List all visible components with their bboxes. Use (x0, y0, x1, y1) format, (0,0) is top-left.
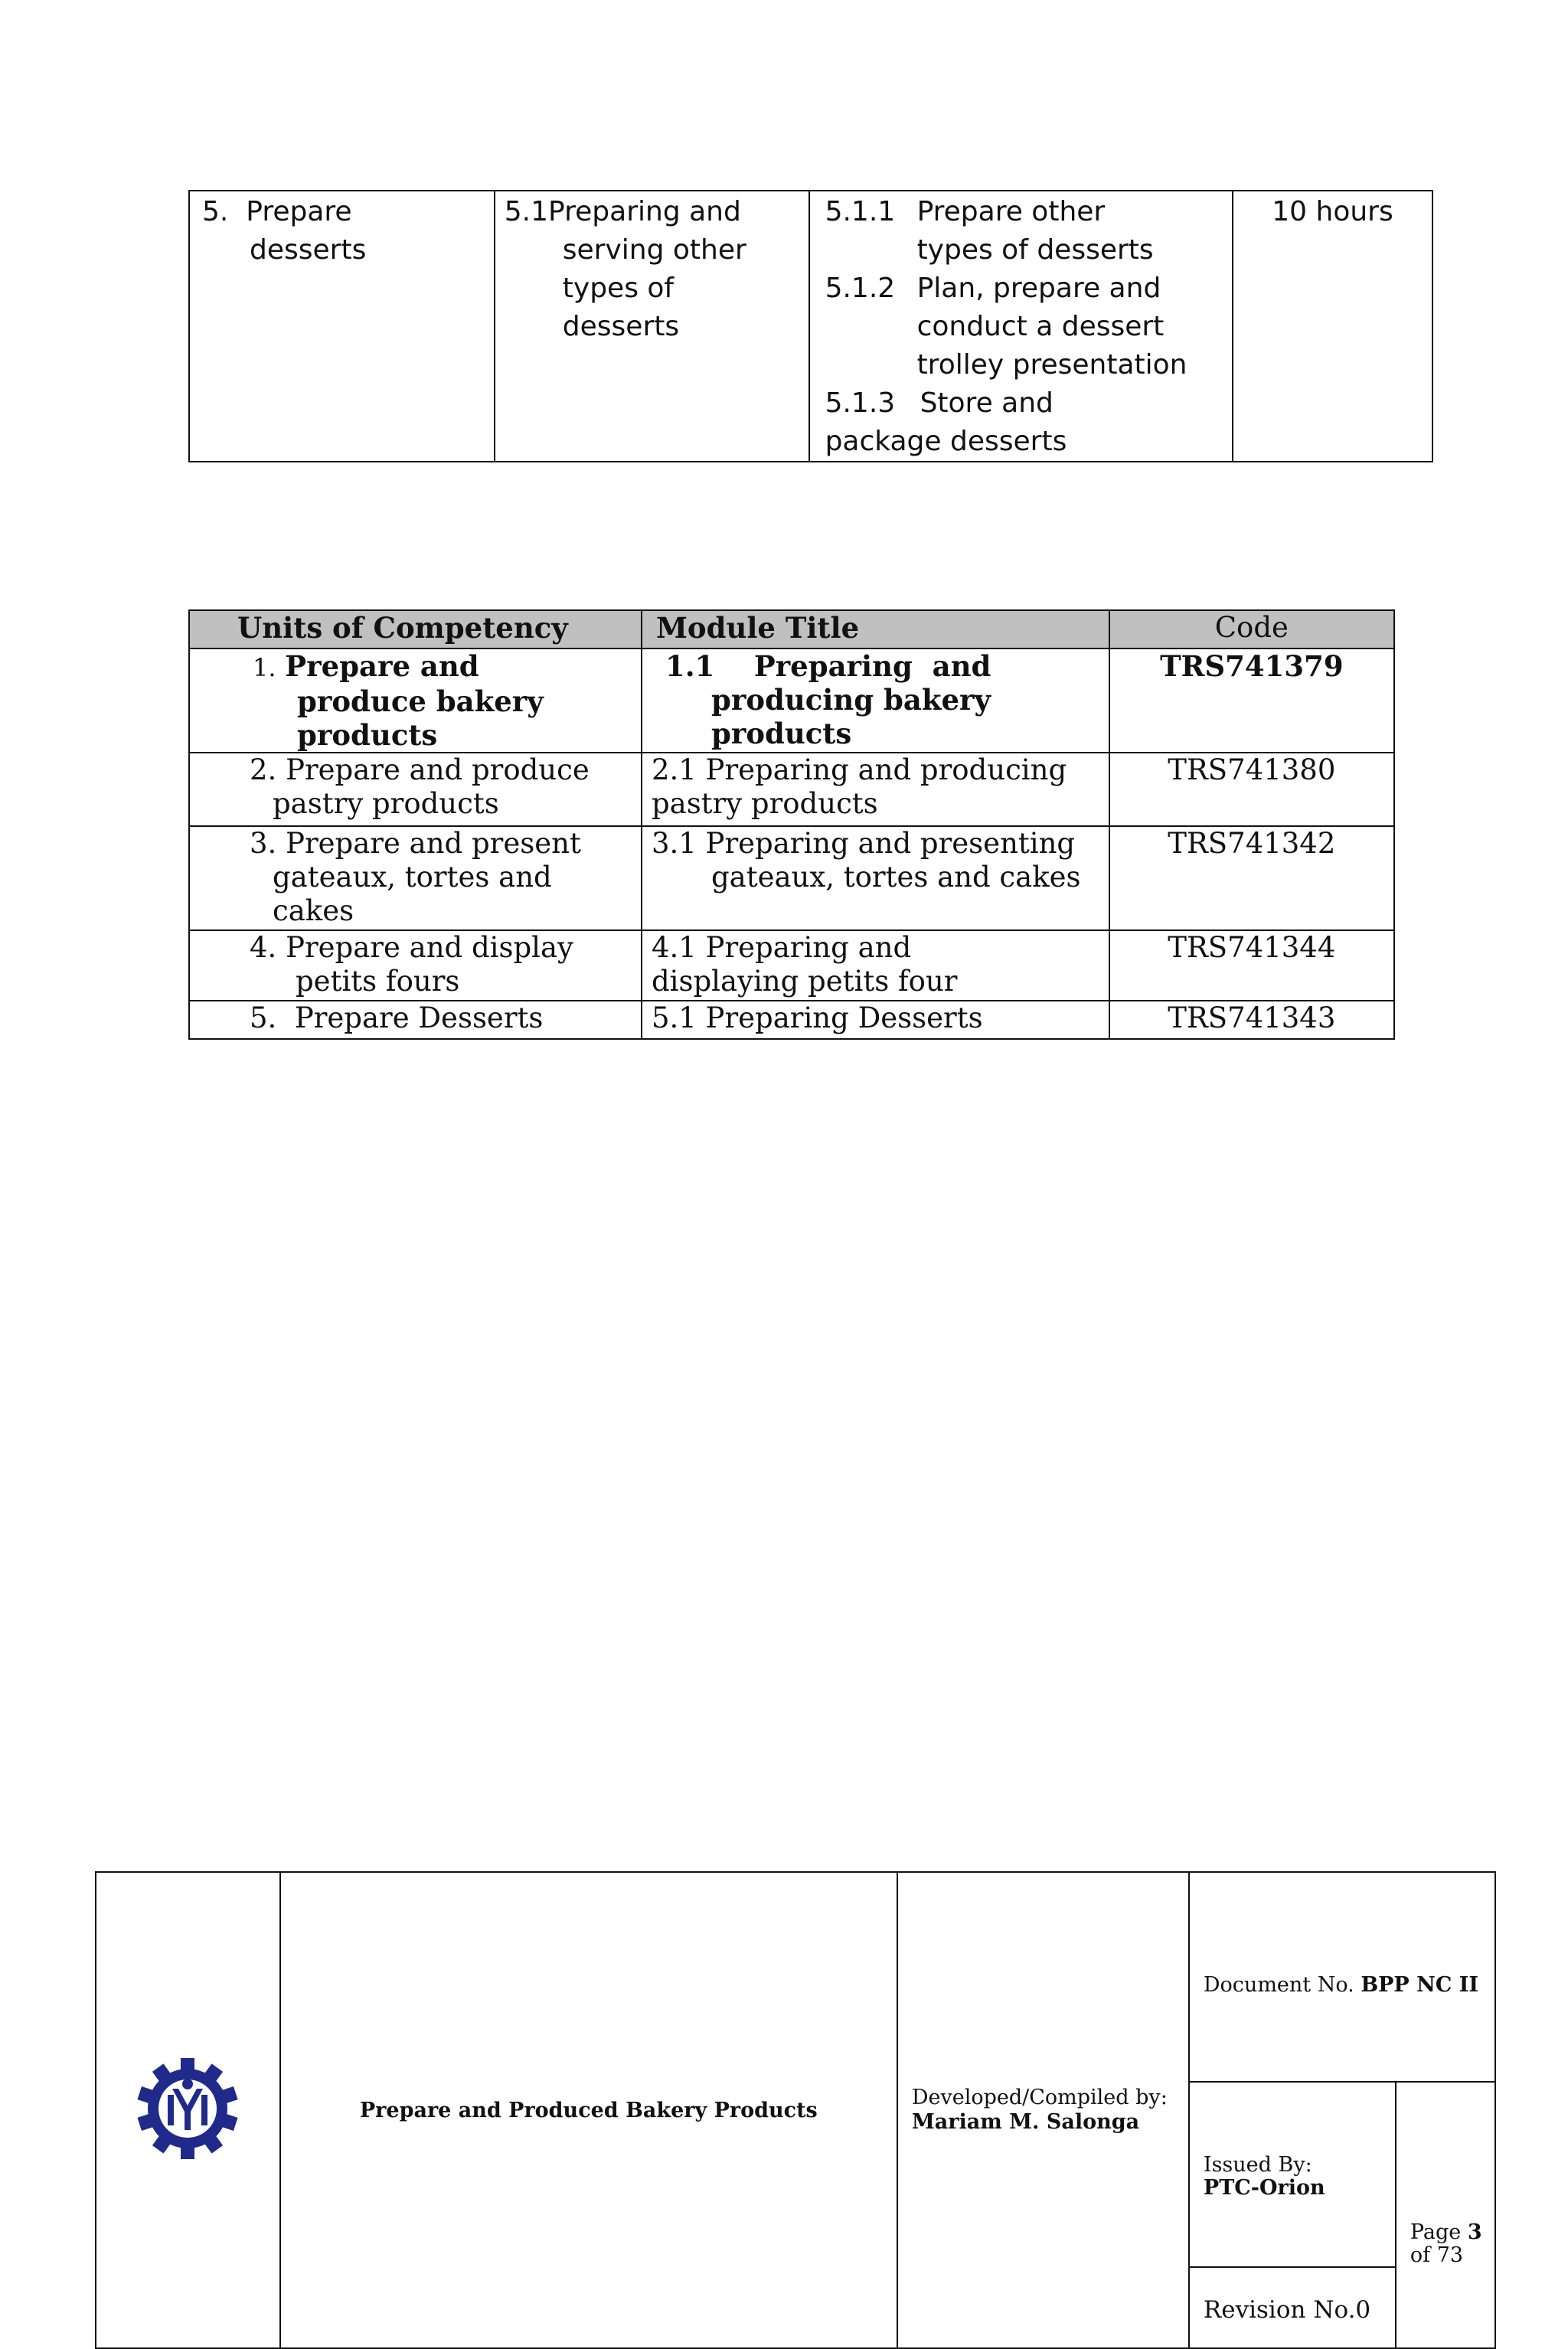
document-number (1190, 1873, 1494, 2082)
outcome-number: 5.1 (504, 196, 549, 227)
module-line: 5.1 Preparing Desserts (651, 1001, 983, 1034)
module-line: products (710, 717, 852, 750)
content-line: Store and (920, 387, 1054, 419)
module-line: 2.1 Preparing and producing (651, 753, 1067, 786)
unit-line: cakes (273, 894, 354, 927)
module-line: producing bakery (710, 683, 991, 717)
unit-line: gateaux, tortes and (273, 861, 552, 894)
outcome-line: Preparing and (548, 196, 741, 227)
code-cell: TRS741344 (1109, 930, 1394, 1001)
document-info-cell (1189, 1872, 1495, 2348)
table-row (189, 649, 1394, 753)
table-row (189, 930, 1394, 1001)
code-cell: TRS741380 (1109, 753, 1394, 826)
gear-logo-icon (134, 2055, 241, 2162)
module-cell (642, 649, 1109, 753)
unit-line: produce bakery (297, 684, 544, 718)
content-line: Plan, prepare and (916, 273, 1161, 304)
issued-label: Issued By: (1203, 2153, 1312, 2177)
developer-name: Mariam M. Salonga (911, 2110, 1140, 2134)
table-row (189, 1001, 1394, 1039)
content-line: Prepare other (916, 196, 1106, 227)
unit-line: products (297, 718, 438, 752)
module-number: 1.1 (665, 649, 715, 683)
unit-cell (189, 826, 642, 930)
issuer-name: PTC-Orion (1203, 2176, 1325, 2200)
developer-cell (897, 1872, 1189, 2348)
table-row (189, 753, 1394, 826)
dessert-curriculum-table (188, 190, 1433, 462)
content-number: 5.1.3 (825, 387, 896, 419)
content-line: package desserts (825, 426, 1067, 457)
unit-cell (189, 649, 642, 753)
column-header: Units of Competency (189, 610, 642, 649)
column-header: Module Title (642, 610, 1109, 649)
unit-line: 3. Prepare and present (250, 827, 581, 860)
issued-by (1190, 2082, 1396, 2267)
page-current: 3 (1467, 2220, 1482, 2244)
unit-line: 5. Prepare Desserts (250, 1001, 544, 1034)
unit-cell (189, 930, 642, 1001)
module-cell (642, 930, 1109, 1001)
unit-line: 2. Prepare and produce (250, 753, 590, 786)
module-line: displaying petits four (651, 965, 958, 998)
unit-label: Prepare (246, 196, 352, 227)
content-line: conduct a dessert (916, 311, 1165, 342)
module-cell (642, 826, 1109, 930)
logo-cell (96, 1872, 280, 2348)
table-row (189, 826, 1394, 930)
unit-number: 1. (253, 653, 276, 682)
unit-cell (189, 1001, 642, 1039)
unit-number: 5. (202, 196, 229, 227)
contents-cell (809, 191, 1233, 462)
module-line: pastry products (651, 787, 878, 820)
module-line: gateaux, tortes and cakes (710, 861, 1081, 894)
document-footer (95, 1871, 1496, 2349)
module-cell (642, 753, 1109, 826)
unit-line: petits fours (296, 965, 460, 998)
outcome-line: desserts (562, 311, 680, 342)
module-table (188, 609, 1395, 1040)
unit-cell (189, 191, 495, 462)
code-cell: TRS741379 (1109, 649, 1394, 753)
code-cell: TRS741342 (1109, 826, 1394, 930)
document-number-label: Document No. (1203, 1973, 1354, 1997)
developed-label: Developed/Compiled by: (911, 2086, 1168, 2109)
module-cell (642, 1001, 1109, 1039)
learning-outcome-cell (495, 191, 809, 462)
content-line: types of desserts (916, 234, 1154, 266)
document-info-table (1190, 1873, 1494, 2347)
document-number-value: BPP NC II (1361, 1973, 1478, 1997)
unit-line: 4. Prepare and display (250, 931, 573, 964)
code-cell: TRS741343 (1109, 1001, 1394, 1039)
content-number: 5.1.1 (825, 196, 896, 227)
unit-label: desserts (250, 234, 367, 266)
column-header: Code (1109, 610, 1394, 649)
outcome-line: serving other (562, 234, 746, 266)
outcome-line: types of (562, 273, 675, 304)
hours-cell (1233, 191, 1432, 462)
module-line: 4.1 Preparing and (651, 931, 912, 964)
module-line: 3.1 Preparing and presenting (651, 827, 1076, 860)
revision-number: Revision No.0 (1190, 2267, 1396, 2347)
page-total: of 73 (1410, 2243, 1464, 2267)
unit-line: Prepare and (285, 649, 479, 683)
document-title: Prepare and Produced Bakery Products (280, 1872, 897, 2348)
content-number: 5.1.2 (825, 273, 896, 304)
unit-line: pastry products (273, 787, 499, 820)
page-number (1396, 2082, 1494, 2347)
module-line: Preparing and (753, 649, 991, 683)
table-row (189, 191, 1432, 462)
page-label: Page (1410, 2220, 1462, 2244)
footer-row (96, 1872, 1495, 2348)
content-line: trolley presentation (916, 349, 1187, 381)
table-header-row (189, 610, 1394, 649)
unit-cell (189, 753, 642, 826)
nominal-hours: 10 hours (1272, 196, 1393, 227)
